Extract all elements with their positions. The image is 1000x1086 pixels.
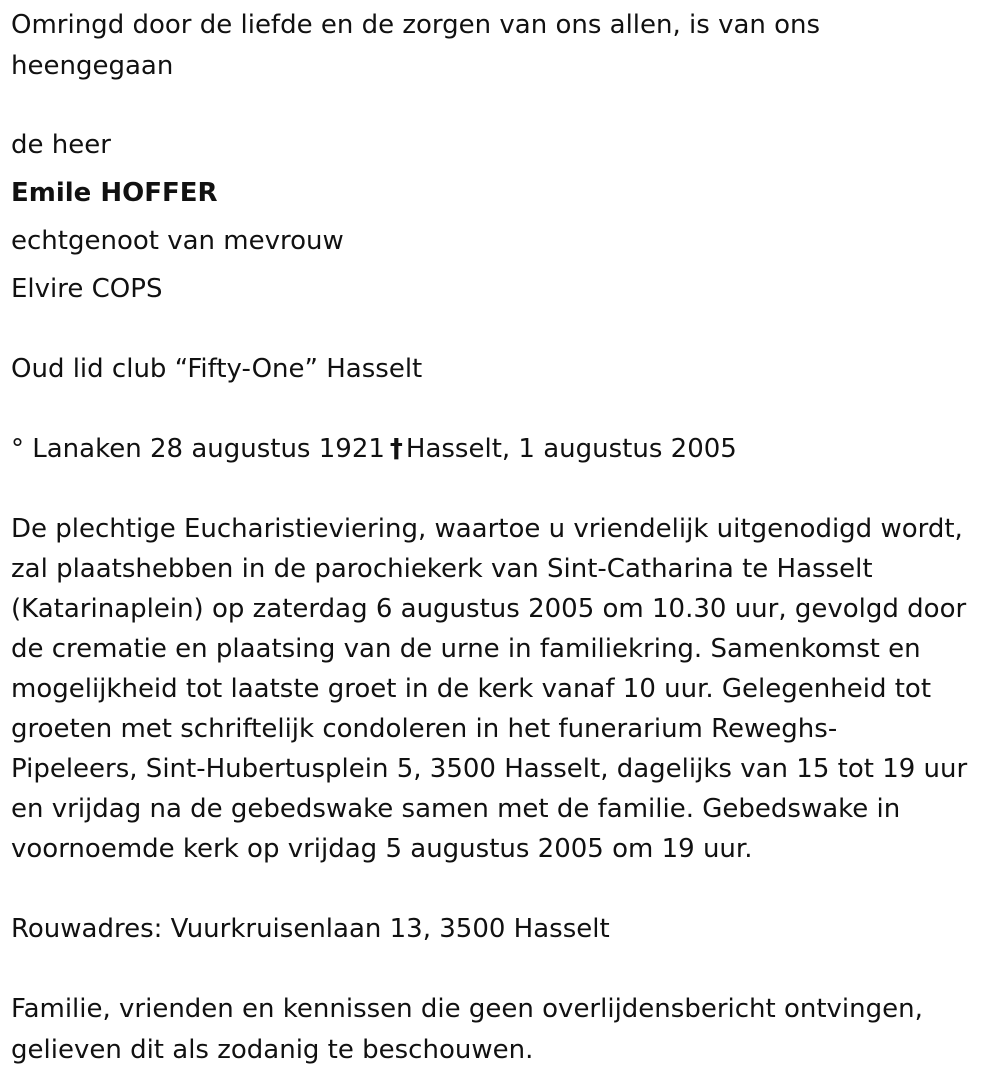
intro-line-2: heengegaan [11, 51, 174, 81]
spouse-name: Elvire COPS [11, 274, 163, 304]
ceremony-line: de crematie en plaatsing van de urne in familiekring. Samenkomst en [11, 634, 921, 664]
birth-date: Lanaken 28 augustus 1921 [32, 434, 385, 464]
ceremony-line: groeten met schriftelijk condoleren in het funerarium Reweghs- [11, 714, 838, 744]
ceremony-line: mogelijkheid tot laatste groet in de kerk vanaf 10 uur. Gelegenheid tot [11, 674, 932, 704]
closing-line-1: Familie, vrienden en kennissen die geen overlijdensbericht ontvingen, [11, 994, 923, 1024]
ceremony-line: (Katarinaplein) op zaterdag 6 augustus 2005 om 10.30 uur, gevolgd door [11, 594, 967, 624]
ceremony-line: De plechtige Eucharistieviering, waartoe u vriendelijk uitgenodigd wordt, [11, 514, 963, 544]
deceased-title: de heer [11, 130, 111, 160]
ceremony-line: Pipeleers, Sint-Hubertusplein 5, 3500 Hasselt, dagelijks van 15 tot 19 uur [11, 754, 968, 784]
birth-symbol: ° [11, 434, 24, 464]
ceremony-paragraph [11, 509, 967, 869]
deceased-name: Emile HOFFER [11, 178, 218, 208]
mourning-address: Rouwadres: Vuurkruisenlaan 13, 3500 Hasselt [11, 914, 610, 944]
ceremony-line: voornoemde kerk op vrijdag 5 augustus 2005 om 19 uur. [11, 834, 753, 864]
death-date: Hasselt, 1 augustus 2005 [405, 434, 737, 464]
closing-line-2: gelieven dit als zodanig te beschouwen. [11, 1035, 534, 1065]
ceremony-line: zal plaatshebben in de parochiekerk van Sint-Catharina te Hasselt [11, 554, 873, 584]
death-cross-icon: † [389, 434, 403, 464]
deceased-relation: echtgenoot van mevrouw [11, 226, 344, 256]
ceremony-line: en vrijdag na de gebedswake samen met de familie. Gebedswake in [11, 794, 901, 824]
membership: Oud lid club “Fifty-One” Hasselt [11, 354, 423, 384]
life-dates [11, 429, 737, 469]
intro-line-1: Omringd door de liefde en de zorgen van ons allen, is van ons [11, 10, 821, 40]
